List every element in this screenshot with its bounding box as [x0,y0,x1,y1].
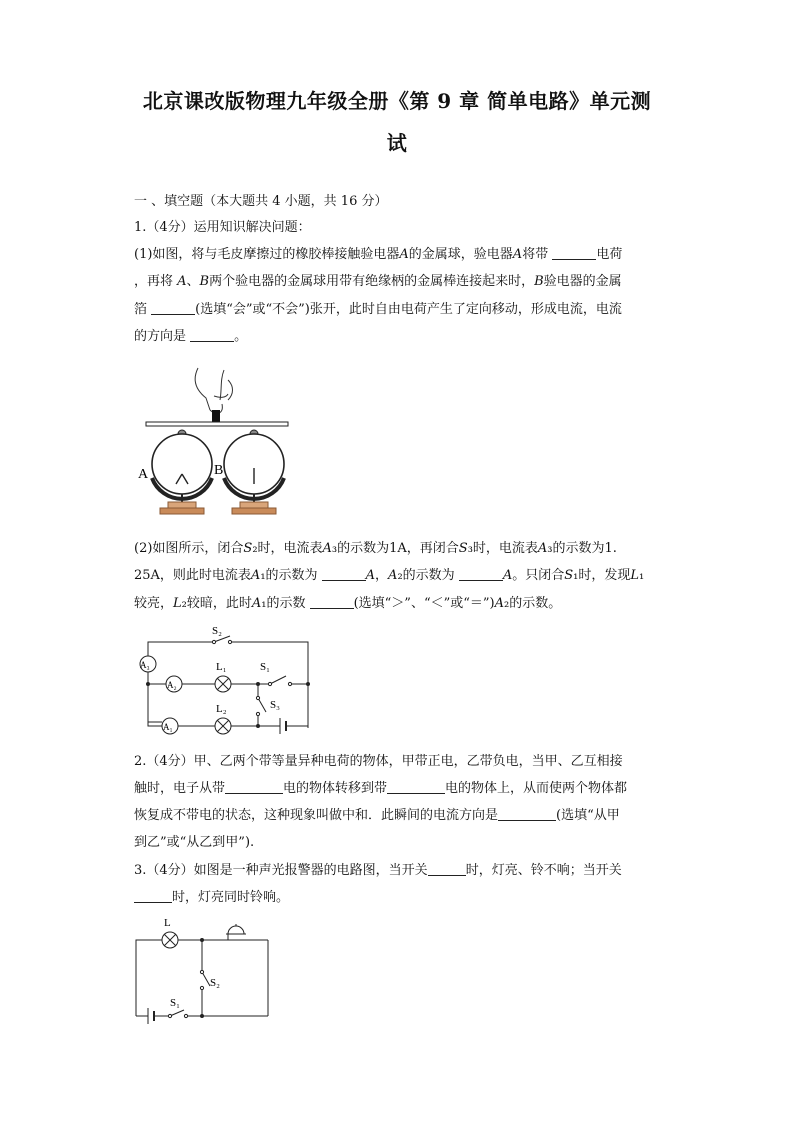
title-line-1: 北京课改版物理九年级全册《第 9 章 简单电路》单元测 [142,89,652,113]
q1-part1-line3: 箔 (选填“会”或“不会”)张开，此时自由电荷产生了定向移动，形成电流，电流 [134,302,622,317]
hand-icon [195,368,232,413]
ammeter-a1: A₁ [163,722,173,732]
switch-s1-label: S₁ [260,661,270,673]
circuit-figure-2 [130,912,275,1027]
circuit-figure-1 [130,620,320,740]
title-line-2: 试 [386,131,408,155]
answer-blank[interactable] [134,889,172,903]
answer-blank[interactable] [459,567,503,581]
q1-part2-line1: (2)如图所示，闭合𝑆₂时，电流表𝐴₃的示数为1A，再闭合𝑆₃时，电流表𝐴₃的示数为1. [134,541,617,556]
switch-s2-label: S₂ [212,625,222,637]
label-b: B [214,463,224,478]
switch-s1-label: S₁ [170,997,180,1009]
answer-blank[interactable] [310,595,354,609]
electroscope-b [224,430,284,514]
ammeter-a3: A₃ [140,660,150,670]
electroscope-figure [130,358,300,533]
q1-part1-line1: (1)如图，将与毛皮摩擦过的橡胶棒接触验电器𝐴的金属球，验电器𝐴将带 电荷 [134,247,623,262]
answer-blank[interactable] [225,780,283,794]
answer-blank[interactable] [151,301,195,315]
answer-blank[interactable] [190,328,234,342]
label-a: A [138,467,149,482]
q3-line2: 时，灯亮同时铃响。 [134,889,664,907]
q1-part1-line4: 的方向是 。 [134,329,248,344]
q2-line2: 触时，电子从带 电的物体转移到带 电的物体上，从而使两个物体都 [134,781,628,796]
q1-intro: 1.（4分）运用知识解决问题： [134,220,311,235]
q2-line3: 恢复成不带电的状态，这种现象叫做中和．此瞬间的电流方向是 (选填“从甲 [134,808,620,823]
metal-rod [146,422,288,426]
ammeter-a2: A₂ [167,680,177,690]
q1-part1-line2: ，再将 𝐴、𝐵两个验电器的金属球用带有绝缘柄的金属棒连接起来时，𝐵验电器的金属 [134,274,622,289]
q1-part2-line2: 25A，则此时电流表𝐴₁的示数为 𝐴，𝐴₂的示数为 𝐴。只闭合𝑆₁时，发现𝐿₁ [134,568,645,583]
section-heading: 一 、填空题（本大题共 4 小题，共 16 分） [134,194,388,209]
switch-s2-label: S₂ [210,977,220,989]
q2-line4: 到乙”或“从乙到甲”). [134,835,255,850]
answer-blank[interactable] [498,807,556,821]
answer-blank[interactable] [428,862,466,876]
switch-s3-label: S₃ [270,699,280,711]
lamp-l2-label: L₂ [216,703,227,715]
document-title [120,80,674,164]
q1-part2-line3: 较亮，𝐿₂较暗，此时𝐴₁的示数 (选填“＞”、“＜”或“＝”)𝐴₂的示数。 [134,596,562,611]
electroscope-a [152,430,212,514]
answer-blank[interactable] [322,567,366,581]
lamp-l-label: L [164,917,171,929]
lamp-l1-label: L₁ [216,661,227,673]
answer-blank[interactable] [552,246,596,260]
q2-line1: 2.（4分）甲、乙两个带等量异种电荷的物体，甲带正电，乙带负电，当甲、乙互相接 [134,754,623,769]
q3-line1: 3.（4分）如图是一种声光报警器的电路图，当开关 时，灯亮、铃不响；当开关 [134,863,622,878]
answer-blank[interactable] [387,780,445,794]
